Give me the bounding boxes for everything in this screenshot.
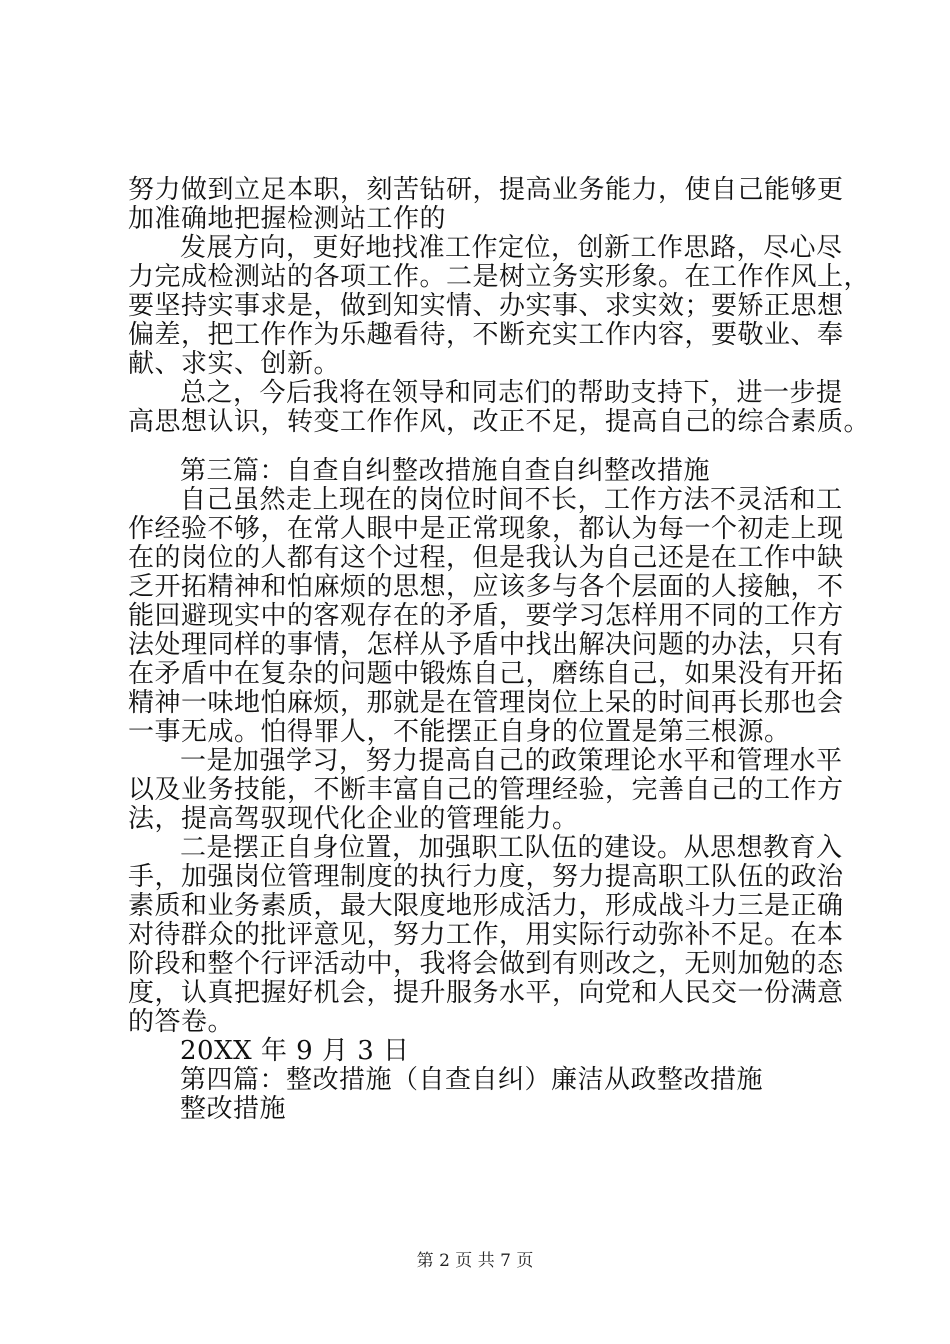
- text-line: 在矛盾中在复杂的问题中锻炼自己，磨练自己，如果没有开拓: [128, 659, 844, 689]
- text-line: 手，加强岗位管理制度的执行力度，努力提高职工队伍的政治: [128, 862, 844, 892]
- section-heading: 第三篇：自查自纠整改措施自查自纠整改措施: [180, 456, 711, 486]
- text-line: 总之，今后我将在领导和同志们的帮助支持下，进一步提: [180, 378, 843, 408]
- text-line: 加准确地把握检测站工作的: [128, 204, 447, 234]
- text-line: 在的岗位的人都有这个过程，但是我认为自己还是在工作中缺: [128, 543, 844, 573]
- text-line: 献、求实、创新。: [128, 349, 341, 379]
- page-footer: 第 2 页 共 7 页: [416, 1251, 534, 1271]
- text-line: 自己虽然走上现在的岗位时间不长，工作方法不灵活和工: [180, 485, 843, 515]
- text-line: 素质和业务素质，最大限度地形成活力，形成战斗力三是正确: [128, 891, 844, 921]
- text-line: 偏差，把工作作为乐趣看待，不断充实工作内容，要敬业、奉: [128, 320, 844, 350]
- text-line: 高思想认识，转变工作作风，改正不足，提高自己的综合素质。: [128, 407, 871, 437]
- text-line: 对待群众的批评意见，努力工作，用实际行动弥补不足。在本: [128, 920, 844, 950]
- text-line: 努力做到立足本职，刻苦钻研，提高业务能力，使自己能够更: [128, 175, 844, 205]
- text-line: 作经验不够，在常人眼中是正常现象，都认为每一个初走上现: [128, 514, 844, 544]
- text-line: 力完成检测站的各项工作。二是树立务实形象。在工作作风上，: [128, 262, 871, 292]
- text-line: 要坚持实事求是，做到知实情、办实事、求实效；要矫正思想: [128, 291, 844, 321]
- text-line: 一事无成。怕得罪人，不能摆正自身的位置是第三根源。: [128, 717, 791, 747]
- text-line: 的答卷。: [128, 1007, 235, 1037]
- text-line: 能回避现实中的客观存在的矛盾，要学习怎样用不同的工作方: [128, 601, 844, 631]
- document-body: [128, 175, 871, 1124]
- text-line: 法处理同样的事情，怎样从予盾中找出解决问题的办法，只有: [128, 630, 844, 660]
- text-line: 二是摆正自身位置，加强职工队伍的建设。从思想教育入: [180, 833, 843, 863]
- text-line: 一是加强学习，努力提高自己的政策理论水平和管理水平: [180, 746, 843, 776]
- section-heading: 第四篇：整改措施（自查自纠）廉洁从政整改措施: [180, 1065, 764, 1095]
- text-line: 法，提高驾驭现代化企业的管理能力。: [128, 804, 579, 834]
- text-line: 以及业务技能，不断丰富自己的管理经验，完善自己的工作方: [128, 775, 844, 805]
- date-line: 20XX 年 9 月 3 日: [180, 1036, 410, 1066]
- text-line: 阶段和整个行评活动中，我将会做到有则改之，无则加勉的态: [128, 949, 844, 979]
- text-line: 度，认真把握好机会，提升服务水平，向党和人民交一份满意: [128, 978, 844, 1008]
- text-line: 发展方向，更好地找准工作定位，创新工作思路，尽心尽: [180, 233, 843, 263]
- text-line: 整改措施: [180, 1094, 287, 1124]
- text-line: 精神一味地怕麻烦，那就是在管理岗位上呆的时间再长那也会: [128, 688, 844, 718]
- text-line: 乏开拓精神和怕麻烦的思想，应该多与各个层面的人接触，不: [128, 572, 844, 602]
